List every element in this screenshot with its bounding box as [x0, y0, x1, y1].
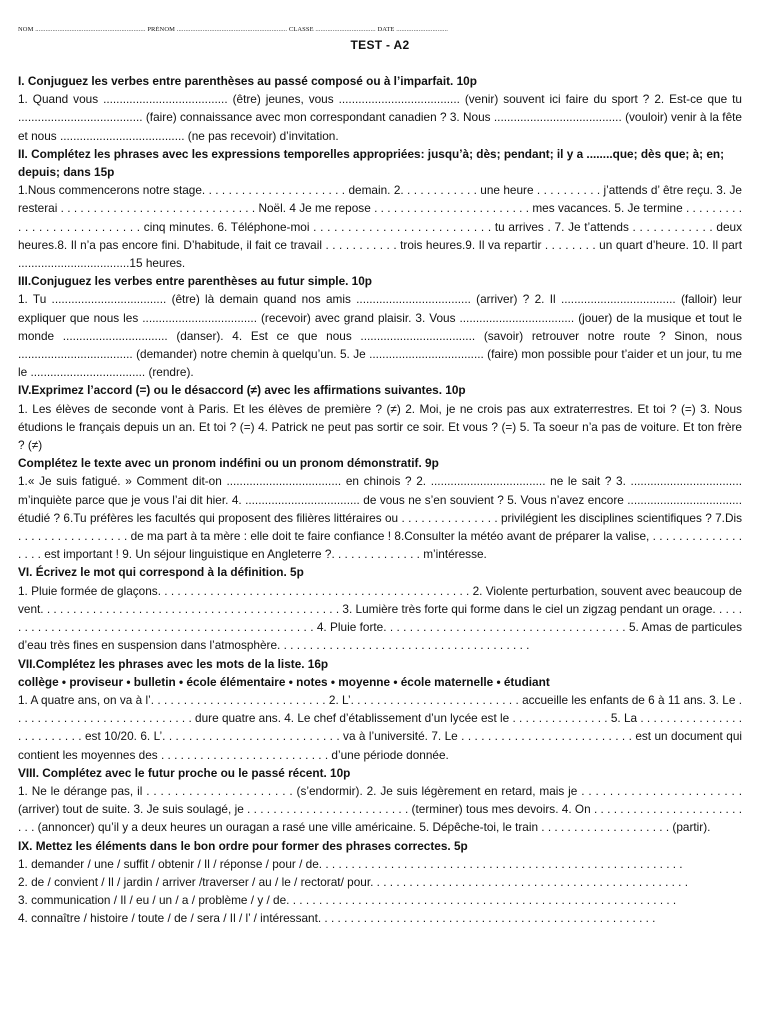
section-7-word-list: collège • proviseur • bulletin • école élémentaire • notes • moyenne • école maternelle • étudiant — [18, 674, 550, 689]
section-9-line-3: 3. communication / Il / eu / un / a / problème / y / de. . . . . . . . . . . . . . . . . . . . . . . . . . . . . . . . . . . . . . . . . . . . . . . . . . . . . . . . . . . . — [18, 893, 677, 908]
section-3-text: 1. Tu ................................... (être) là demain quand nos amis ................................... (arriver) ? 2. Il ................................... (falloir) leur expliquer que nous les ................................... (recevoir) avec grand plaisir. 3. Vous ................................... (jouer) de la musique et tout le monde ................................ (danser). 4. Est ce que nous ................................... (savoir) retrouver notre route ? Sinon, nous ................................... (demander) notre chemin à quelqu’un. 5. Je ................................... (faire) mon possible pour t’aider et un jour, tu me le ................................... (rendre). — [18, 292, 742, 380]
section-3-heading: III.Conjuguez les verbes entre parenthèses au futur simple. 10p — [18, 274, 373, 289]
test-title: TEST - A2 — [350, 38, 410, 52]
section-8-text: 1. Ne le dérange pas, il . . . . . . . . . . . . . . . . . . . . . (s’endormir). 2. Je suis légèrement en retard, mais je . . . . . . . . . . . . . . . . . . . . . . . (arriver) tout de suite. 3. Je suis soulagé, je . . . . . . . . . . . . . . . . . . . . . . . . . (terminer) tous mes devoirs. 4. On . . . . . . . . . . . . . . . . . . . . . . . . . . (annoncer) qu’il y a deux heures un ouragan a rasé une ville américaine. 5. Dépêche-toi, le train . . . . . . . . . . . . . . . . . . . . (partir). — [18, 783, 742, 835]
section-8 — [18, 764, 742, 837]
section-2 — [18, 145, 742, 272]
section-8-heading: VIII. Complétez avec le futur proche ou le passé récent. 10p — [18, 765, 351, 780]
section-1-text: 1. Quand vous ...................................... (être) jeunes, vous ..................................... (venir) souvent ici faire du sport ? 2. Est-ce que tu ...................................... (faire) connaissance avec mon correspondant canadien ? 3. Nous ....................................... (vouloir) venir à la fête et nous ...................................... (ne pas recevoir) d’invitation. — [18, 92, 742, 143]
section-1 — [18, 72, 742, 145]
section-4-heading: IV.Exprimez l’accord (=) ou le désaccord (≠) avec les affirmations suivantes. 10p — [18, 383, 466, 398]
section-4-text: 1. Les élèves de seconde vont à Paris. Et les élèves de première ? (≠) 2. Moi, je ne crois pas aux extraterrestres. Et toi ? (=) 3. Nous étudions le français depuis un an. Et toi ? (=) 4. Patrick ne peut pas sortir ce soir. Et vous ? (=) 5. Ta soeur n’a pas de voiture. Et ton frère ? (≠) — [18, 401, 742, 453]
section-1-heading: I. Conjuguez les verbes entre parenthèses au passé composé ou à l’imparfait. 10p — [18, 74, 477, 88]
section-5 — [18, 454, 742, 563]
section-9-line-1: 1. demander / une / suffit / obtenir / Il / réponse / pour / de. . . . . . . . . . . . . . . . . . . . . . . . . . . . . . . . . . . . . . . . . . . . . . . . . . . . . . . . — [18, 856, 683, 871]
section-7 — [18, 655, 742, 764]
section-5-text: 1.« Je suis fatigué. » Comment dit-on ................................... en chinois ? 2. ................................... ne le sait ? 3. .................................. m’inquiète parce que je vous l’ai dit hier. 4. ................................... de vous ne s’en souvient ? 5. Vous n’avez encore ................................... étudié ? 6.Tu préfères les facultés qui proposent des filières littéraires ou . . . . . . . . . . . . . . . privilégient les disciplines scientifiques ? 7.Dis . . . . . . . . . . . . . . . . . de ma part à ta mère : elle doit te faire confiance ! 8.Consulter la météo avant de préparer la valise, . . . . . . . . . . . . . . . . . . est important ! 9. Un séjour linguistique en Angleterre ?. . . . . . . . . . . . . . m’intéresse. — [18, 474, 742, 562]
section-2-heading: II. Complétez les phrases avec les expressions temporelles appropriées: jusqu’à; dès; pendant; il y a ........que; dès que; à; en; depuis; dans 15p — [18, 146, 725, 180]
section-9 — [18, 837, 742, 928]
section-7-heading: VII.Complétez les phrases avec les mots de la liste. 16p — [18, 656, 329, 671]
section-6 — [18, 563, 742, 654]
section-4 — [18, 381, 742, 454]
section-9-heading: IX. Mettez les éléments dans le bon ordre pour former des phrases correctes. 5p — [18, 838, 468, 853]
section-2-text: 1.Nous commencerons notre stage. . . . . . . . . . . . . . . . . . . . . . demain. 2. . . . . . . . . . . . une heure . . . . . . . . . . j’attends d’ être reçu. 3. Je resterai . . . . . . . . . . . . . . . . . . . . . . . . . . . . . . Noël. 4 Je me repose . . . . . . . . . . . . . . . . . . . . . . . . mes vacances. 5. Je termine . . . . . . . . . . . . . . . . . . . . . . . . . . . cinq minutes. 6. Téléphone-moi . . . . . . . . . . . . . . . . . . . . . . . . . . tu arrives . 7. Je t’attends . . . . . . . . . . . . deux heures.8. Il n’a pas encore fini. D’habitude, il fait ce travail . . . . . . . . . . . trois heures.9. Il va repartir . . . . . . . . un quart d’heure. 10. Il part ..................................15 heures. — [18, 183, 742, 271]
section-9-line-2: 2. de / convient / Il / jardin / arriver /traverser / au / le / rectorat/ pour. . . . . . . . . . . . . . . . . . . . . . . . . . . . . . . . . . . . . . . . . . . . . . . . . — [18, 874, 689, 889]
worksheet — [18, 26, 742, 928]
section-5-heading: Complétez le texte avec un pronom indéfini ou un pronom démonstratif. 9p — [18, 456, 439, 471]
section-3 — [18, 272, 742, 381]
section-7-text: 1. A quatre ans, on va à l’. . . . . . . . . . . . . . . . . . . . . . . . . . . 2. L’. . . . . . . . . . . . . . . . . . . . . . . . . . accueille les enfants de 6 à 11 ans. 3. Le . . . . . . . . . . . . . . . . . . . . . . . . . . . . dure quatre ans. 4. Le chef d’établissement d’un lycée est le . . . . . . . . . . . . . . . 5. La . . . . . . . . . . . . . . . . . . . . . . . . . . est 10/20. 6. L’. . . . . . . . . . . . . . . . . . . . . . . . . . . va à l’université. 7. Le . . . . . . . . . . . . . . . . . . . . . . . . . . est un document qui contient les moyennes des . . . . . . . . . . . . . . . . . . . . . . . . . . d’une période donnée. — [18, 692, 742, 762]
section-6-text: 1. Pluie formée de glaçons. . . . . . . . . . . . . . . . . . . . . . . . . . . . . . . . . . . . . . . . . . . . . . . . 2. Violente perturbation, souvent avec beaucoup de vent. . . . . . . . . . . . . . . . . . . . . . . . . . . . . . . . . . . . . . . . . . . . . . 3. Lumière très forte qui forme dans le ciel un zigzag pendant un orage. . . . . . . . . . . . . . . . . . . . . . . . . . . . . . . . . . . . . . . . . . . . . . . . . . 4. Pluie forte. . . . . . . . . . . . . . . . . . . . . . . . . . . . . . . . . . . . . 5. Amas de particules d’eau très fines en suspension dans l’atmosphère. . . . . . . . . . . . . . . . . . . . . . . . . . . . . . . . . . . . . . . — [18, 583, 742, 653]
student-info-header: NOM ................................................................ PRÉNOM ................................................................ CLASSE ................................... DATE .............................. — [18, 26, 448, 33]
section-9-line-4: 4. connaître / histoire / toute / de / sera / Il / l’ / intéressant. . . . . . . . . . . . . . . . . . . . . . . . . . . . . . . . . . . . . . . . . . . . . . . . . . . . — [18, 911, 656, 926]
section-6-heading: VI. Écrivez le mot qui correspond à la définition. 5p — [18, 565, 304, 580]
